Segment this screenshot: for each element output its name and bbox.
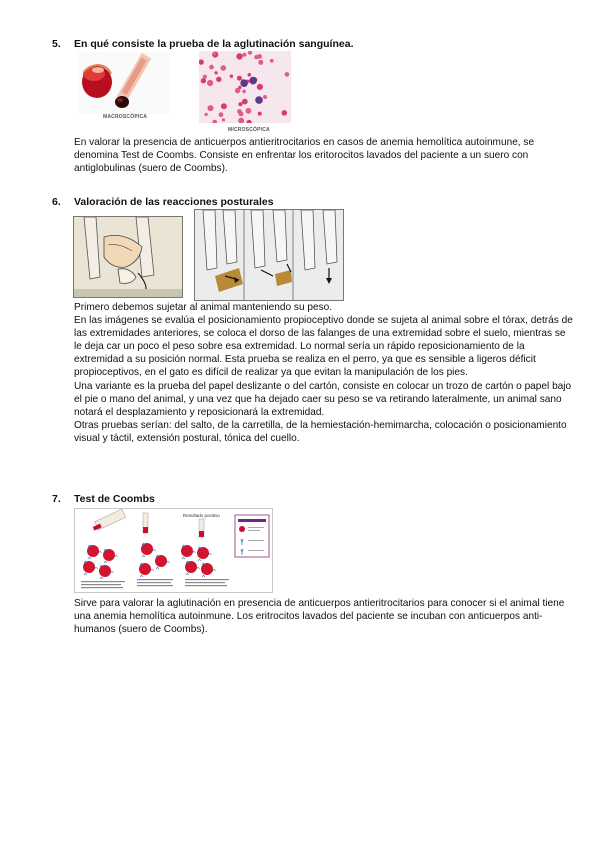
erythrocyte — [83, 561, 95, 573]
section-title: En qué consiste la prueba de la aglutinación sanguínea. — [74, 38, 354, 50]
erythrocyte — [103, 549, 115, 561]
red-blood-cell — [204, 113, 207, 116]
red-blood-cell — [235, 88, 240, 93]
section-5-heading — [52, 38, 353, 50]
leukocyte — [240, 79, 248, 87]
section-6-heading — [52, 196, 274, 208]
red-blood-cell — [208, 105, 214, 111]
microscopic-caption: MICROSCÓPICA — [228, 127, 270, 133]
red-blood-cell — [248, 73, 252, 77]
erythrocyte — [139, 563, 151, 575]
erythrocyte — [201, 563, 213, 575]
red-blood-cell — [238, 102, 242, 106]
section-7-body — [74, 597, 574, 636]
red-blood-cell — [216, 77, 221, 82]
red-blood-cell — [230, 75, 233, 78]
red-blood-cell — [236, 53, 242, 59]
red-blood-cell — [209, 65, 214, 70]
macroscopic-caption: MACROSCÓPICA — [103, 114, 148, 120]
section-number: 7. — [52, 493, 61, 505]
red-blood-cell — [246, 108, 252, 114]
red-blood-cell — [222, 118, 225, 121]
red-blood-cell — [221, 103, 227, 109]
red-blood-cell — [203, 75, 207, 79]
paragraph: Sirve para valorar la aglutinación en presencia de anticuerpos antieritrocitarios para conocer si el animal tiene una anemia hemolítica autoinmune. Los eritrocitos lavados del paciente se incuban con anticuerpos anti-humanos (suero de Coombs). — [74, 598, 565, 636]
erythrocyte — [99, 565, 111, 577]
red-blood-cell — [257, 84, 263, 90]
paragraph: Otras pruebas serían: del salto, de la carretilla, de la hemiestación-hemimarcha, colocación o posicionamiento visual y táctil, extensión postural, tónica del cuello. — [74, 419, 567, 444]
red-blood-cell — [254, 55, 258, 59]
red-blood-cell — [215, 71, 218, 74]
red-blood-cell — [213, 52, 216, 55]
red-blood-cell — [207, 80, 213, 86]
section-7-heading — [52, 493, 155, 505]
section-number: 6. — [52, 196, 61, 208]
paragraph: Primero debemos sujetar al animal manteniendo su peso. — [74, 302, 333, 313]
erythrocyte — [155, 555, 167, 567]
red-blood-cell — [258, 112, 262, 116]
macroscopic-agglutination-photo — [78, 52, 170, 114]
red-blood-cell — [201, 78, 206, 83]
erythrocyte — [181, 545, 193, 557]
red-blood-cell — [242, 99, 248, 105]
paper-slide-test-illustration — [194, 209, 344, 301]
red-blood-cell — [270, 59, 274, 63]
erythrocyte — [87, 545, 99, 557]
leukocyte — [255, 96, 263, 104]
erythrocyte — [185, 561, 197, 573]
result-label: Resultado positivo — [183, 513, 220, 518]
red-blood-cell — [258, 60, 263, 65]
red-blood-cell — [221, 65, 227, 71]
red-blood-cell — [282, 110, 288, 116]
section-6-body — [74, 301, 574, 445]
section-5-body — [74, 136, 574, 175]
section-title: Valoración de las reacciones posturales — [74, 196, 274, 208]
red-blood-cell — [242, 53, 246, 57]
red-blood-cell — [263, 95, 267, 99]
section-number: 5. — [52, 38, 61, 50]
microscopic-agglutination-photo — [199, 51, 291, 123]
proprioceptive-test-illustration — [73, 216, 183, 298]
leukocyte — [249, 77, 257, 85]
section-title: Test de Coombs — [74, 493, 155, 505]
red-blood-cell — [242, 90, 246, 94]
red-blood-cell — [285, 72, 290, 77]
red-blood-cell — [237, 76, 242, 81]
coombs-test-diagram — [74, 508, 273, 593]
red-blood-cell — [239, 111, 244, 116]
paragraph: Una variante es la prueba del papel deslizante o del cartón, consiste en colocar un trozo de cartón o papel bajo el pie o mano del animal, y una vez que ha dejado caer su peso se va retirando lateralmente, un animal sano notará el desplazamiento y reposicionará la extremidad. — [74, 380, 572, 418]
erythrocyte — [197, 547, 209, 559]
paragraph: En las imágenes se evalúa el posicionamiento propioceptivo donde se sujeta al animal sobre el tórax, detrás de las extremidades anteriores, se coloca el dorso de las falanges de una extremidad sobre el suelo, mientras se le deja car un poco el peso sobre esa extremidad. Lo normal sería un rápido reposicionamiento de la extremidad a su posición normal. Esta prueba se realiza en el perro, ya que es sensible a ligeros déficit propioceptivos, en el gato es difícil de realizar ya que evitan la manipulación de los pies. — [74, 315, 573, 379]
erythrocyte — [141, 543, 153, 555]
red-blood-cell — [219, 112, 224, 117]
paragraph: En valorar la presencia de anticuerpos antieritrocitarios en casos de anemia hemolítica autoinmune, se denomina Test de Coombs. Consiste en enfrentar los eritorocitos lavados del paciente a un suero con antiglobulinas (suero de Coombs). — [74, 137, 535, 175]
